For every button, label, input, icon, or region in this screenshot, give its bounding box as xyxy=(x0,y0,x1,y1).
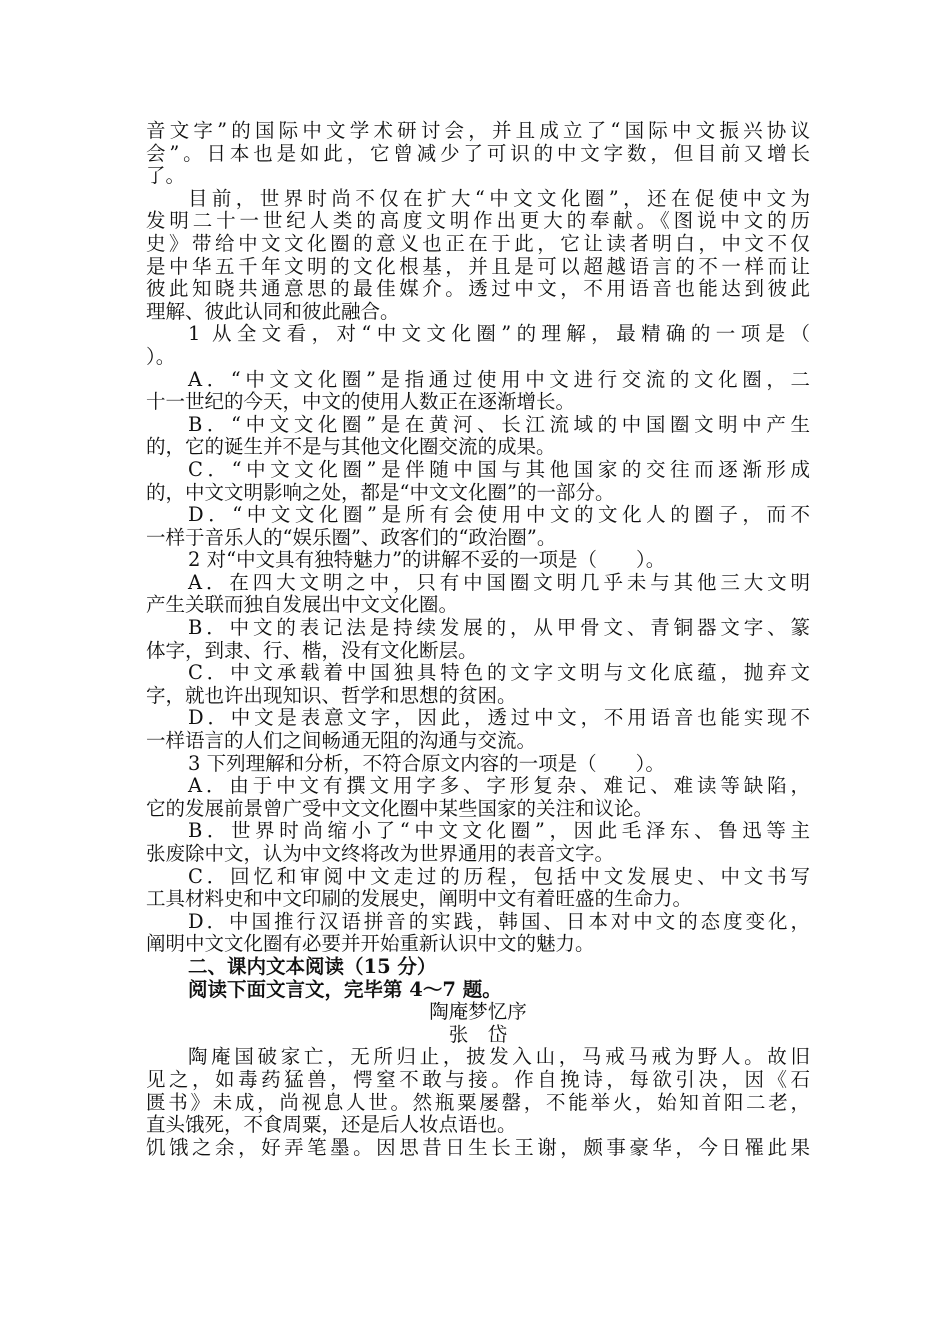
text-line: 匮书》未成，尚视息人世。然瓶粟屡罄，不能举火，始知首阳二老， xyxy=(146,1091,810,1114)
text-line: C．中文承载着中国独具特色的文字文明与文化底蕴，抛弃文 xyxy=(188,662,810,685)
text-line: 陶庵梦忆序 xyxy=(429,1000,527,1024)
text-line: 3 下列理解和分析，不符合原文内容的一项是（ ）。 xyxy=(188,751,665,775)
text-line: D．“中文文化圈”是所有会使用中文的文化人的圈子，而不 xyxy=(188,504,810,527)
text-line: 二、课内文本阅读（15 分） xyxy=(188,954,437,978)
text-line: 体字，到隶、行、楷，没有文化断层。 xyxy=(146,638,478,662)
text-line: 饥饿之余，好弄笔墨。因思昔日生长王谢，颇事豪华，今日罹此果 xyxy=(146,1136,810,1159)
text-line: 阅读下面文言文，完毕第 4～7 题。 xyxy=(188,977,502,1001)
text-line: 一样于音乐人的“娱乐圈”、政客们的“政治圈”。 xyxy=(146,525,557,549)
text-line: 彼此知晓共通意思的最佳媒介。透过中文，不用语音也能达到彼此 xyxy=(146,278,810,301)
text-line: ）。 xyxy=(146,344,176,368)
text-line: 见之，如毒药猛兽，愕窒不敢与接。作自挽诗，每欲引决，因《石 xyxy=(146,1068,810,1091)
text-line: 是中华五千年文明的文化根基，并且是可以超越语言的不一样而让 xyxy=(146,255,810,278)
text-line: 目前，世界时尚不仅在扩大“中文文化圈”，还在促使中文为 xyxy=(188,187,810,210)
text-line: 直头饿死，不食周粟，还是后人妆点语也。 xyxy=(146,1113,517,1137)
text-line: 1 从全文看，对“中文文化圈”的理解，最精确的一项是（ xyxy=(188,323,810,346)
text-line: 字，就也许出现知识、哲学和思想的贫困。 xyxy=(146,683,517,707)
text-line: 的，中文文明影响之处，都是“中文文化圈”的一部分。 xyxy=(146,480,615,504)
text-line: C．回忆和审阅中文走过的历程，包括中文发展史、中文书写 xyxy=(188,865,810,888)
text-line: A．在四大文明之中，只有中国圈文明几乎未与其他三大文明 xyxy=(188,571,810,594)
text-line: 的，它的诞生并不是与其他文化圈交流的成果。 xyxy=(146,435,556,459)
text-line: 2 对“中文具有独特魅力”的讲解不妥的一项是（ ）。 xyxy=(188,548,666,572)
text-line: 产生关联而独自发展出中文文化圈。 xyxy=(146,593,459,617)
text-line: 史》带给中文文化圈的意义也正在于此，它让读者明白，中文不仅 xyxy=(146,232,810,255)
text-line: 阐明中文文化圈有必要并开始重新认识中文的魅力。 xyxy=(146,932,595,956)
text-line: 它的发展前景曾广受中文文化圈中某些国家的关注和议论。 xyxy=(146,796,654,820)
text-line: 十一世纪的今天，中文的使用人数正在逐渐增长。 xyxy=(146,390,576,414)
text-line: B．中文的表记法是持续发展的，从甲骨文、青铜器文字、篆 xyxy=(188,617,810,640)
text-line: B．世界时尚缩小了“中文文化圈”，因此毛泽东、鲁迅等主 xyxy=(188,820,810,843)
text-line: 理解、彼此认同和彼此融合。 xyxy=(146,299,400,323)
text-line: 张废除中文，认为中文终将改为世界通用的表音文字。 xyxy=(146,842,615,865)
text-line: D．中文是表意文字，因此，透过中文，不用语音也能实现不 xyxy=(188,707,810,730)
text-line: C．“中文文化圈”是伴随中国与其他国家的交往而逐渐形成 xyxy=(188,458,810,481)
text-line: 一样语言的人们之间畅通无阻的沟通与交流。 xyxy=(146,729,537,753)
text-line: 发明二十一世纪人类的高度文明作出更大的奉献。《图说中文的历 xyxy=(146,210,810,233)
text-line: 音文字”的国际中文学术研讨会，并且成立了“国际中文振兴协议 xyxy=(146,120,810,142)
text-line: 陶庵国破家亡，无所归止，披发入山，马戒马戒为野人。故旧 xyxy=(188,1046,810,1069)
text-line: 工具材料史和中文印刷的发展史，阐明中文有着旺盛的生命力。 xyxy=(146,887,693,911)
text-line: 会”。日本也是如此，它曾减少了可识的中文字数，但目前又增长 xyxy=(146,142,810,165)
text-line: A．“中文文化圈”是指通过使用中文进行交流的文化圈，二 xyxy=(188,368,810,391)
text-line: 了。 xyxy=(146,164,186,188)
text-line: 张 岱 xyxy=(448,1022,508,1046)
text-line: A．由于中文有撰文用字多、字形复杂、难记、难读等缺陷， xyxy=(188,775,810,798)
text-line: D．中国推行汉语拼音的实践，韩国、日本对中文的态度变化， xyxy=(188,910,810,933)
document-page xyxy=(146,120,810,1159)
text-line: B．“中文文化圈”是在黄河、长江流域的中国圈文明中产生 xyxy=(188,413,810,436)
